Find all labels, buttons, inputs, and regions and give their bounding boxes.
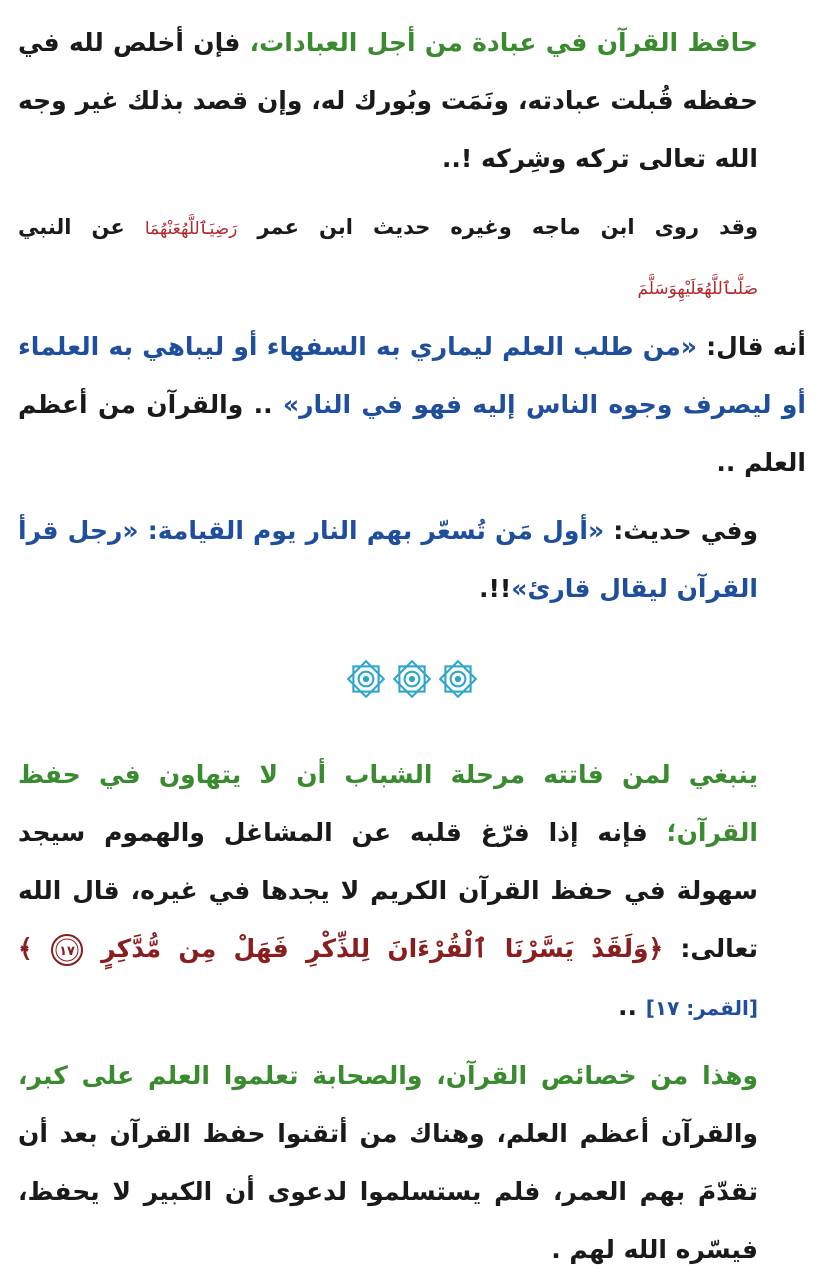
hadith-quote: «أول مَن تُسعّر بهم النار يوم القيامة: «رجل قرأ القرآن ليقال قارئ» (18, 516, 758, 603)
body-text: !!. (478, 574, 512, 603)
highlight-text: ينبغي لمن فاتته مرحلة الشباب أن لا يتهاون في حفظ القرآن؛ (18, 760, 758, 847)
paragraph-hadith-2 (18, 502, 806, 618)
quran-verse: ﴿وَلَقَدْ يَسَّرْنَا ٱلْقُرْءَانَ لِلذِّكْرِ فَهَلْ مِن مُّدَّكِرٍ (101, 934, 664, 963)
body-text: .. (618, 992, 646, 1021)
ayah-number-icon (50, 933, 84, 967)
body-text: وقد روى ابن ماجه وغيره حديث ابن عمر (257, 215, 759, 239)
honorific-prophet: صَلَّىٱللَّهُعَلَيْهِوَسَلَّمَ (637, 279, 758, 299)
quran-verse-close: ﴾ (18, 934, 33, 963)
honorific-companions: رَضِيَٱللَّهُعَنْهُمَا (144, 219, 238, 239)
paragraph-later-memorization (18, 746, 806, 1037)
body-text: وفي حديث: (604, 516, 758, 545)
paragraph-narration (18, 198, 806, 318)
paragraph-hadith-1 (18, 318, 806, 492)
ayah-number: ١٧ (58, 944, 75, 959)
star-ornament-icon (345, 658, 387, 700)
star-ornament-icon (391, 658, 433, 700)
hadith-quote: «من طلب العلم ليماري به السفهاء أو ليباهي به العلماء أو ليصرف وجوه الناس إليه فهو في النار» (18, 332, 806, 419)
section-divider (18, 658, 806, 700)
highlight-text: وهذا من خصائص القرآن، والصحابة تعلموا العلم على كبر، (18, 1061, 758, 1090)
verse-reference: [القمر: ١٧] (645, 996, 758, 1020)
body-text: .. والقرآن من أعظم العلم .. (18, 390, 806, 477)
body-text: فإنه إذا فرّغ قلبه عن المشاغل والهموم سيجد سهولة في حفظ القرآن الكريم لا يجدها في غيره، قال الله تعالى: (18, 818, 758, 963)
star-ornament-icon (437, 658, 479, 700)
body-text: أنه قال: (696, 332, 806, 361)
body-text: والقرآن أعظم العلم، وهناك من أتقنوا حفظ القرآن بعد أن تقدّمَ بهم العمر، فلم يستسلموا لدعوى أن الكبير لا يحفظ، فيسّره الله لهم . (18, 1119, 758, 1264)
body-text: فإن أخلص لله في حفظه قُبلت عبادته، ونَمَت وبُورك له، وإن قصد بذلك غير وجه الله تعالى تركه وشِركه !.. (18, 28, 758, 173)
body-text: عن النبي (18, 215, 125, 239)
highlight-text: حافظ القرآن في عبادة من أجل العبادات، (249, 28, 758, 57)
paragraph-companions (18, 1047, 806, 1279)
paragraph-quran-memorizer (18, 14, 806, 188)
page-content (18, 14, 806, 1279)
